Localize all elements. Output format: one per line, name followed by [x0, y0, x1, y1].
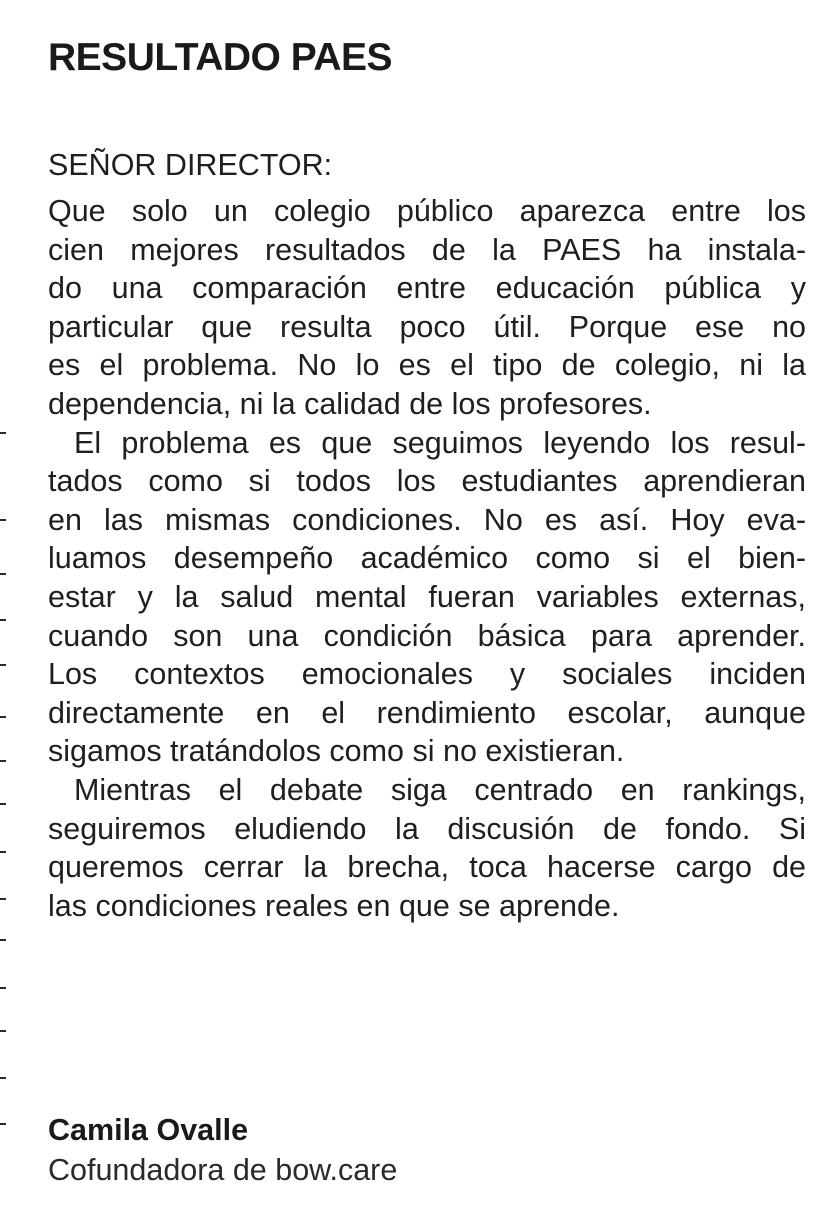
text-line: sigamos tratándolos como si no existieran. — [48, 734, 625, 769]
column-edge-marks — [0, 0, 12, 1228]
text-line: luamos desempeño académico como si el bien- — [48, 541, 806, 576]
page-title: RESULTADO PAES — [48, 36, 393, 79]
salutation: SEÑOR DIRECTOR: — [48, 148, 333, 182]
paragraph-1 — [48, 192, 806, 424]
signature-block — [48, 1111, 748, 1191]
author-name: Camila Ovalle — [48, 1113, 249, 1147]
text-line: Mientras el debate siga centrado en rankings, — [74, 772, 806, 807]
text-line: particular que resulta poco útil. Porque ese no — [48, 309, 806, 344]
author-role: Cofundadora de bow.care — [48, 1153, 398, 1187]
text-line: Los contextos emocionales y sociales inciden — [48, 657, 806, 692]
text-line: cuando son una condición básica para aprender. — [48, 618, 806, 653]
text-line: cien mejores resultados de la PAES ha instala- — [48, 232, 806, 267]
text-line: en las mismas condiciones. No es así. Hoy eva- — [48, 502, 806, 537]
text-line: tados como si todos los estudiantes aprendieran — [48, 464, 806, 499]
text-line: directamente en el rendimiento escolar, aunque — [48, 695, 806, 730]
text-line: queremos cerrar la brecha, toca hacerse cargo de — [48, 850, 806, 885]
text-line: Que solo un colegio público aparezca entre los — [48, 194, 806, 228]
text-line: las condiciones reales en que se aprende. — [48, 888, 620, 923]
text-line: El problema es que seguimos leyendo los resul- — [74, 425, 806, 460]
text-line: do una comparación entre educación pública y — [48, 271, 806, 306]
text-line: dependencia, ni la calidad de los profesores. — [48, 386, 652, 421]
text-line: estar y la salud mental fueran variables externas, — [48, 579, 806, 614]
letter-body — [48, 146, 806, 925]
paragraph-2 — [48, 424, 806, 771]
text-line: es el problema. No lo es el tipo de colegio, ni la — [48, 348, 806, 383]
paragraph-3 — [48, 771, 806, 925]
text-line: seguiremos eludiendo la discusión de fondo. Si — [48, 811, 806, 846]
